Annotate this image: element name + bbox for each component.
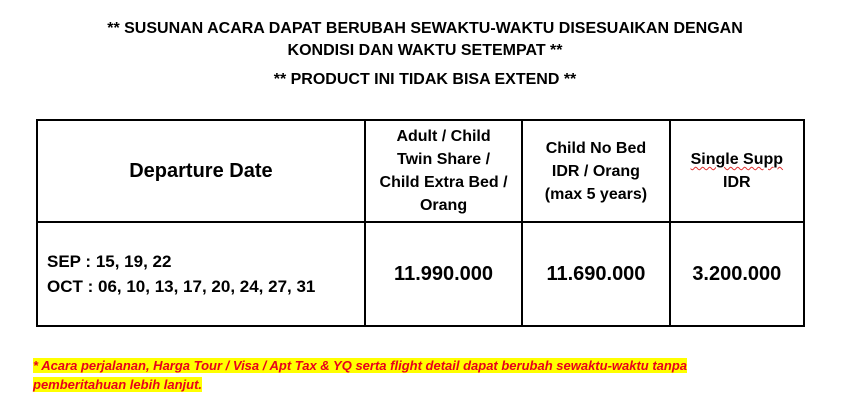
header-child-line: (max 5 years) xyxy=(544,185,648,203)
notice-no-extend: ** PRODUCT INI TIDAK BISA EXTEND ** xyxy=(273,71,577,88)
disclaimer-line-1: * Acara perjalanan, Harga Tour / Visa / Apt Tax & YQ serta flight detail dapat berubah sewaktu-waktu tanpa xyxy=(33,358,688,373)
notice-schedule xyxy=(0,18,850,62)
header-child-line: Child No Bed xyxy=(545,139,647,157)
header-adult-line: Child Extra Bed / xyxy=(379,174,508,191)
header-adult-line: Twin Share / xyxy=(397,151,491,168)
price-single-supp: 3.200.000 xyxy=(670,222,804,326)
price-child-no-bed: 11.690.000 xyxy=(522,222,669,326)
departure-dates-oct: OCT : 06, 10, 13, 17, 20, 24, 27, 31 xyxy=(47,277,316,296)
header-single-line: Single Supp xyxy=(690,151,784,168)
notice-line-2: KONDISI DAN WAKTU SETEMPAT ** xyxy=(287,42,563,59)
table-header-row xyxy=(37,120,804,222)
header-departure-date: Departure Date xyxy=(37,120,365,222)
header-child-no-bed xyxy=(522,120,669,222)
header-adult-child xyxy=(365,120,522,222)
disclaimer-line-2: pemberitahuan lebih lanjut. xyxy=(33,377,203,392)
header-single-supp xyxy=(670,120,804,222)
departure-dates-sep: SEP : 15, 19, 22 xyxy=(47,252,172,271)
header-adult-line: Orang xyxy=(419,197,468,214)
table-row xyxy=(37,222,804,326)
header-child-line: IDR / Orang xyxy=(551,162,640,180)
disclaimer-note xyxy=(33,356,773,394)
notice-line-1: ** SUSUNAN ACARA DAPAT BERUBAH SEWAKTU-WAKTU DISESUAIKAN DENGAN xyxy=(107,20,743,37)
departure-dates-cell xyxy=(37,222,365,326)
header-adult-line: Adult / Child xyxy=(396,128,491,145)
price-adult: 11.990.000 xyxy=(365,222,522,326)
price-table xyxy=(36,119,805,327)
header-single-line: IDR xyxy=(723,174,751,191)
